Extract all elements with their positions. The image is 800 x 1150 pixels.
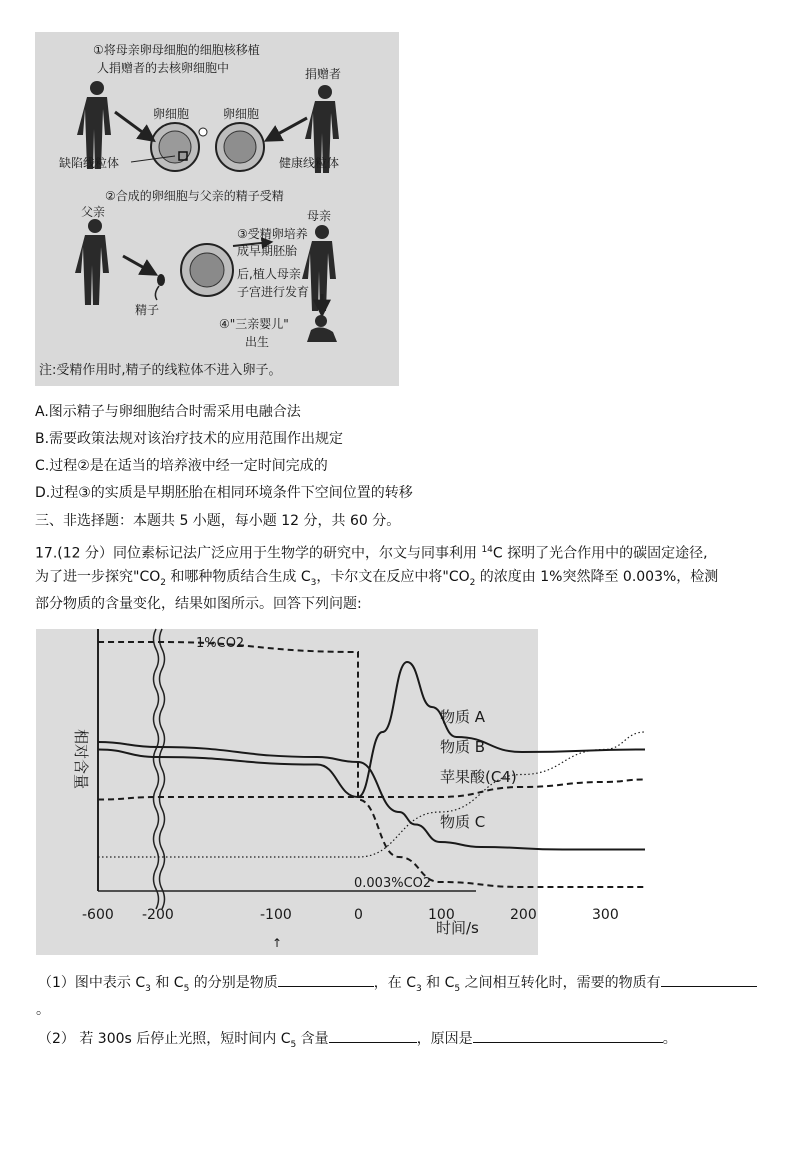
series-label-2: 物质 C: [440, 813, 486, 831]
x-tick-label: 0: [354, 907, 363, 923]
step2-text: ②合成的卵细胞与父亲的精子受精: [105, 189, 284, 203]
annotation-0003pct-co2: 0.003%CO2: [354, 876, 432, 891]
x-tick-label: 200: [510, 907, 537, 923]
annotation-1pct-co2: 1%CO2: [196, 636, 245, 651]
step1-line1: ①将母亲卵母细胞的细胞核移植: [93, 43, 260, 57]
father-label: 父亲: [81, 205, 106, 219]
zero-marker-arrow: ↑: [272, 936, 283, 950]
egg-cell-left: [151, 123, 199, 171]
q2-blank-1[interactable]: [329, 1028, 417, 1043]
x-axis-label: 时间/s: [436, 919, 479, 937]
q17-line1: 17.(12 分）同位素标记法广泛应用于生物学的研究中，尔文与同事利用 $^{14}$C 探明了光合作用中的碳固定途径,: [35, 545, 708, 562]
egg-cell-right: [216, 123, 264, 171]
option-a: A.图示精子与卵细胞结合时需采用电融合法: [35, 404, 301, 420]
step3-line2: 成早期胚胎: [237, 244, 298, 258]
q17-line3: 部分物质的含量变化，结果如图所示。回答下列问题:: [35, 596, 362, 612]
egg-left-label: 卵细胞: [153, 107, 190, 121]
sperm-label: 精子: [135, 303, 160, 317]
carbon-fixation-chart: [36, 629, 619, 955]
egg-right-label: 卵细胞: [223, 107, 260, 121]
step4-line1: ④"三亲婴儿": [219, 317, 289, 331]
q17-line2: 为了进一步探究"$CO_2$ 和哪种物质结合生成 $C_3$，卡尔文在反应中将"$CO_2$ 的浓度由 1%突然降至 0.003%，检测: [35, 569, 719, 588]
y-axis-label: 相对含量: [72, 729, 90, 790]
series-label-0: 物质 A: [440, 708, 486, 726]
question-1-end: 。: [36, 1002, 50, 1018]
series-label-3: 苹果酸(C4): [440, 768, 517, 786]
defective-mito-label: 缺陷线粒体: [59, 156, 120, 170]
mother-label: 母亲: [307, 209, 332, 223]
arrow-donor-egg: [267, 118, 307, 140]
arrow-mother-egg: [115, 112, 153, 140]
question-2: （2） 若 300s 后停止光照，短时间内 $C_5$ 含量 ，原因是 。: [38, 1028, 677, 1055]
q1-blank-1[interactable]: [278, 972, 374, 987]
x-tick-label: -200: [142, 907, 174, 923]
step3-line4: 子宫进行发育: [237, 285, 310, 299]
q2-blank-2[interactable]: [473, 1028, 663, 1043]
step3-line3: 后,植人母亲: [237, 267, 301, 281]
x-tick-label: 300: [592, 907, 619, 923]
healthy-mito-label: 健康线粒体: [279, 156, 340, 170]
x-tick-label: -600: [82, 907, 114, 923]
note-text: 注:受精作用时,精子的线粒体不进入卵子。: [39, 363, 282, 378]
zygote-cell: [181, 244, 233, 296]
step4-line2: 出生: [245, 335, 270, 349]
x-tick-label: 100: [428, 907, 455, 923]
x-tick-label: -100: [260, 907, 292, 923]
nucleus-transfer: [199, 128, 207, 136]
three-parent-baby-diagram: [35, 32, 399, 386]
question-1: （1）图中表示 $C_3$ 和 $C_5$ 的分别是物质 ，在 $C_3$ 和 $C_5$ 之间相互转化时，需要的物质有: [38, 972, 757, 999]
series-label-1: 物质 B: [440, 738, 486, 756]
option-c: C.过程②是在适当的培养液中经一定时间完成的: [35, 458, 328, 474]
option-b: B.需要政策法规对该治疗技术的应用范围作出规定: [35, 431, 344, 447]
section-title: 三、非选择题：本题共 5 小题，每小题 12 分，共 60 分。: [35, 513, 401, 529]
option-d: D.过程③的实质是早期胚胎在相同环境条件下空间位置的转移: [35, 485, 413, 501]
donor-label: 捐赠者: [305, 67, 342, 81]
q1-blank-2[interactable]: [661, 972, 757, 987]
step3-line1: ③受精卵培养: [237, 227, 308, 241]
baby-icon: [307, 315, 337, 342]
arrow-father-sperm: [123, 256, 155, 274]
step1-line2: 人捐赠者的去核卵细胞中: [97, 61, 230, 75]
sperm-icon: [155, 274, 165, 300]
father-figure: [75, 219, 109, 305]
